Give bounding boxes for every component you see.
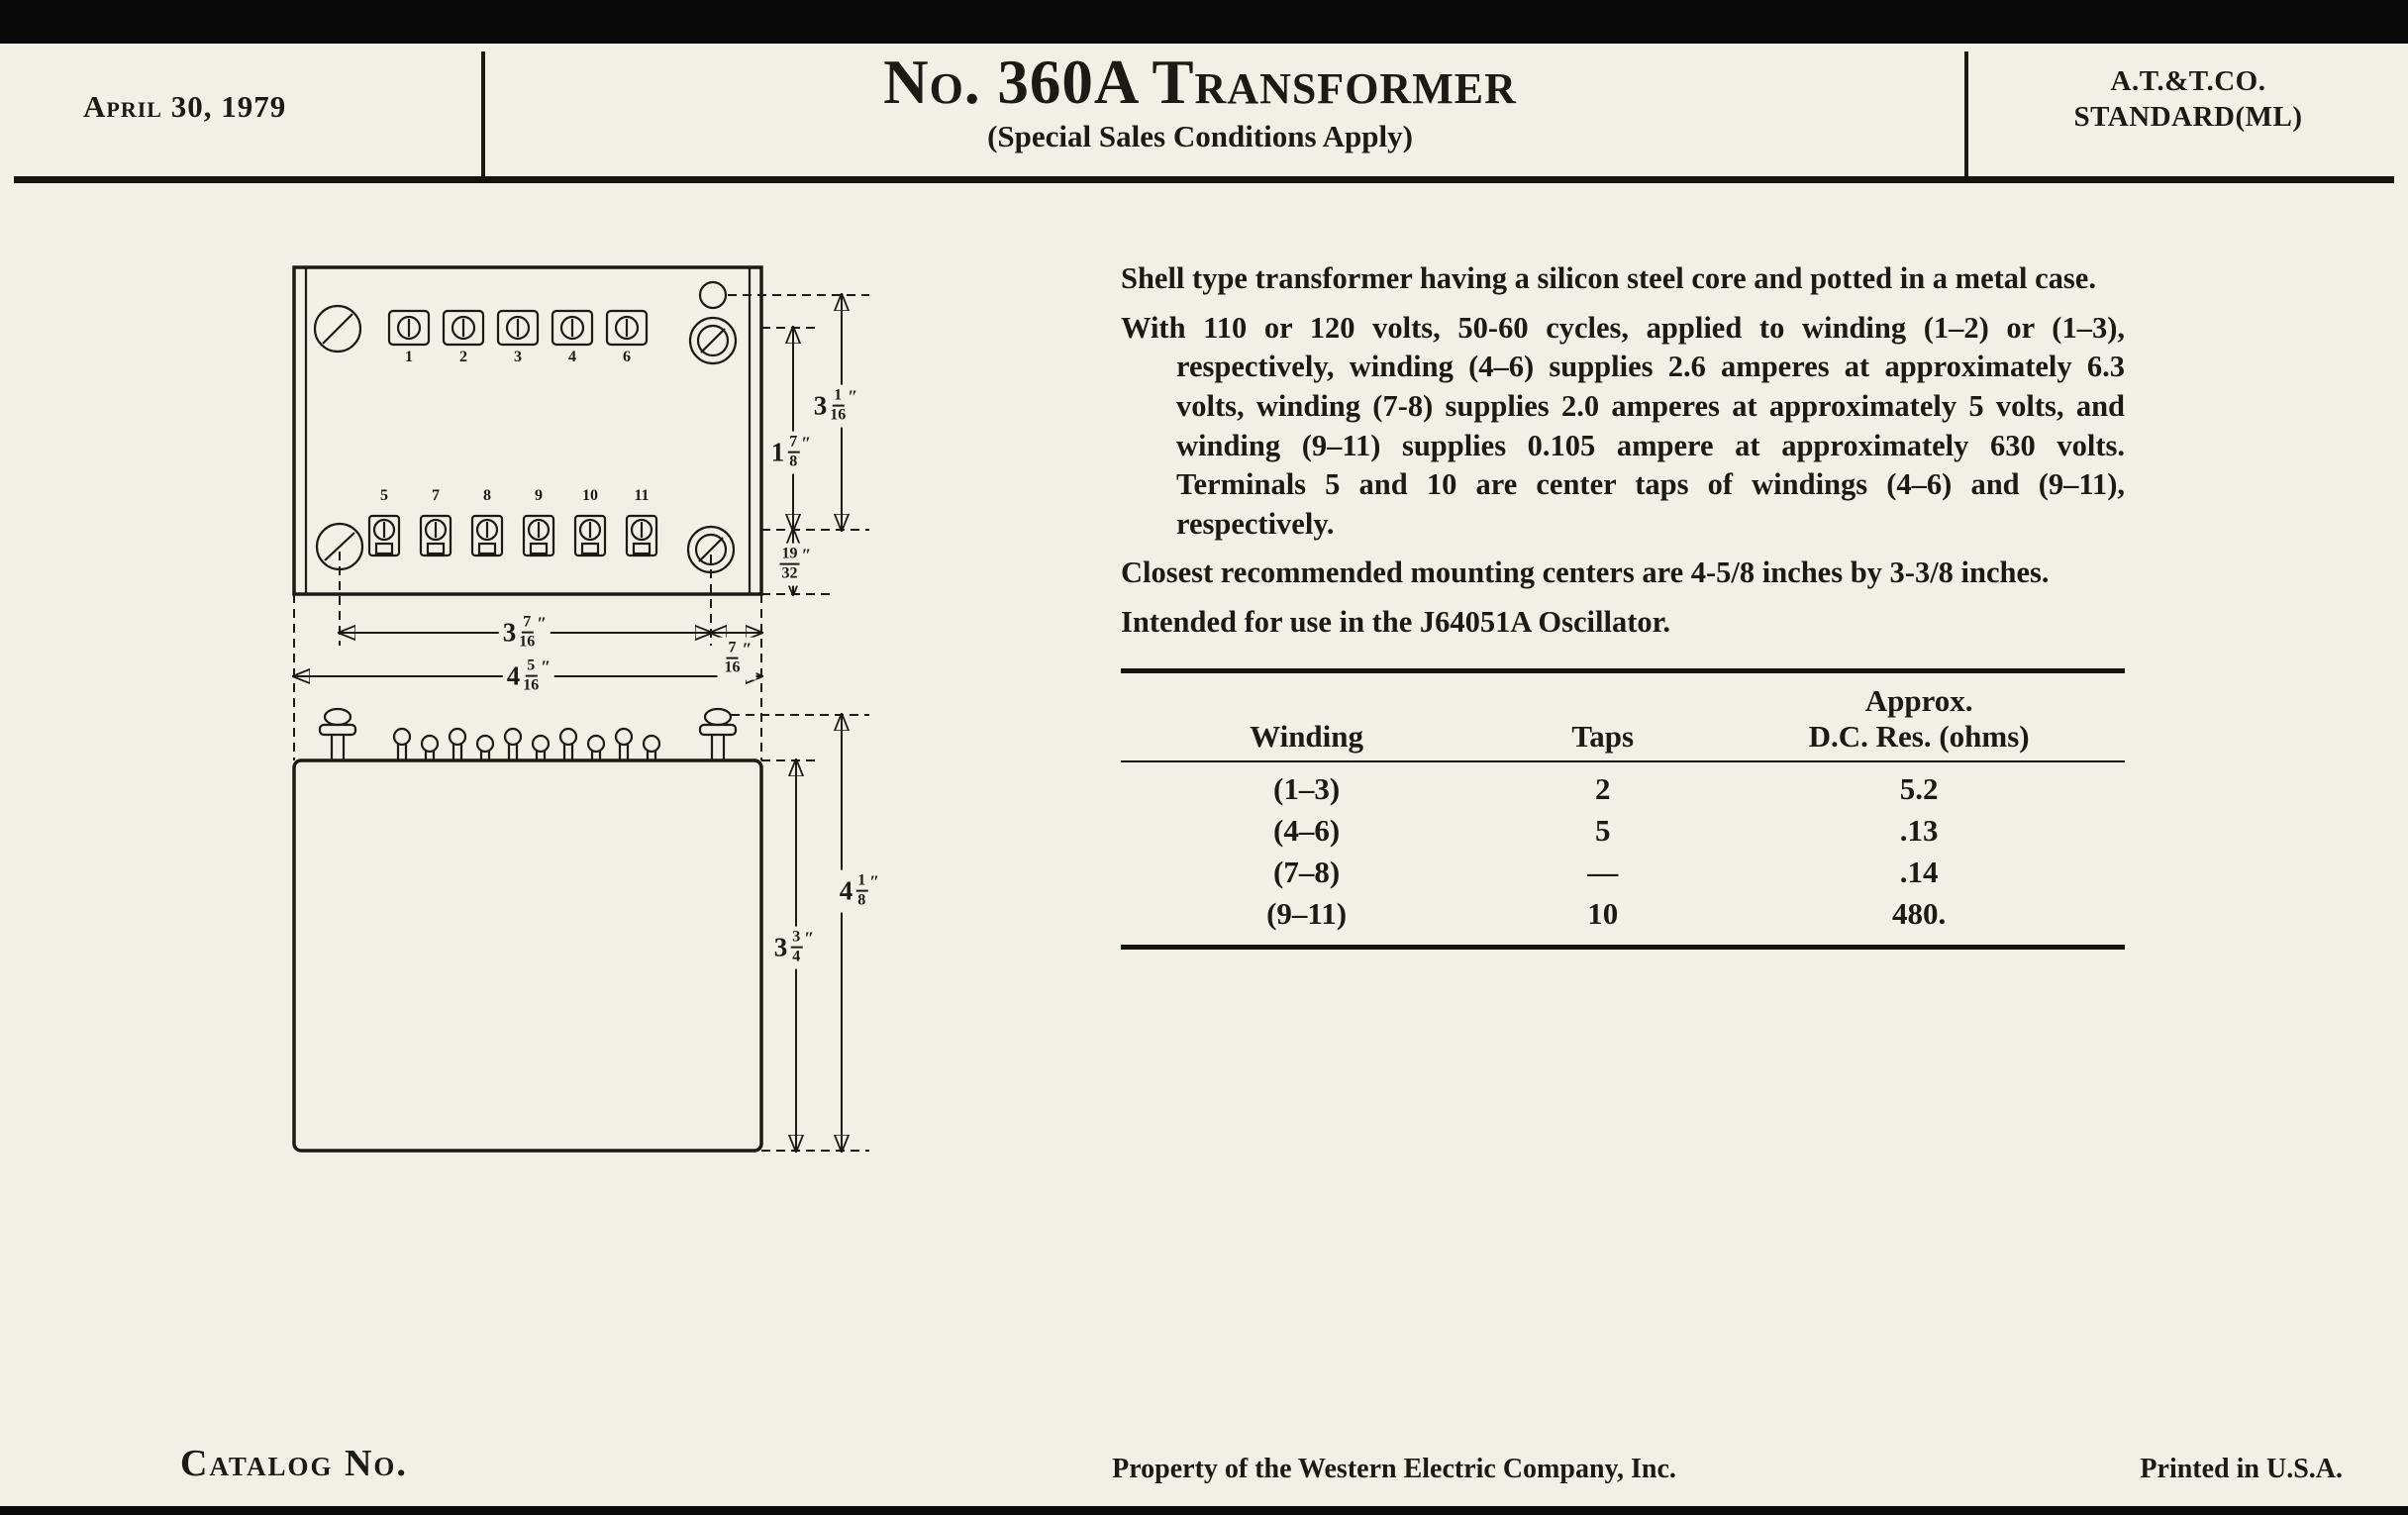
- cell-taps: —: [1587, 854, 1619, 889]
- dim-whole: 4: [839, 875, 853, 906]
- standard-classification: STANDARD(ML): [2073, 101, 2303, 134]
- cell-winding: (1–3): [1273, 770, 1341, 806]
- property-notice: Property of the Western Electric Company, Inc.: [1112, 1454, 1676, 1484]
- dim-denominator: 8: [857, 892, 866, 909]
- col-header-winding: Winding: [1250, 718, 1364, 754]
- cell-winding: (4–6): [1273, 812, 1341, 848]
- terminal-label: 11: [634, 487, 650, 504]
- terminal-label: 8: [483, 487, 491, 504]
- description-paragraph-2: With 110 or 120 volts, 50-60 cycles, applied to winding (1–2) or (1–3), respectively, winding (4–6) supplies 2.6 amperes at approximately 6.3 volts, winding (7-8) supplies 2.0 amperes at approximately 5 volts, and winding (9–11) supplies 0.105 ampere at approximately 630 volts. Terminals 5 and 10 are center taps of windings (4–6) and (9–11), respectively.: [1121, 310, 2125, 541]
- bottom-terminal-row: [369, 516, 656, 556]
- cell-winding: (7–8): [1273, 854, 1341, 889]
- description-column: [1121, 259, 2125, 950]
- title-block: [685, 50, 1715, 154]
- dim-denominator: 4: [792, 949, 801, 965]
- dim-numerator: 19: [780, 546, 800, 565]
- side-terminal-left: [320, 709, 355, 760]
- standard-company: A.T.&T.CO.: [2110, 65, 2266, 97]
- dim-fraction: [780, 546, 800, 584]
- dim-fraction: [855, 872, 867, 911]
- catalog-number-label: Catalog No.: [180, 1443, 408, 1484]
- page-title: No. 360A Transformer: [883, 48, 1517, 117]
- issue-date: April 30, 1979: [83, 89, 287, 124]
- mounting-screw-bottom-left: [317, 524, 362, 569]
- dim-denominator: 32: [781, 565, 798, 582]
- inch-mark: ″: [804, 929, 815, 949]
- cell-resistance: 480.: [1891, 895, 1947, 931]
- transformer-drawing: [275, 250, 929, 1210]
- inch-mark: ″: [801, 546, 812, 565]
- mounting-screw-bottom-right: [688, 527, 734, 572]
- dim-numerator: 7: [787, 434, 799, 454]
- dim-numerator: 7: [727, 640, 739, 659]
- inch-mark: ″: [869, 872, 880, 892]
- side-terminal-right: [700, 709, 736, 760]
- dim-whole: 3: [813, 390, 828, 421]
- terminal-label: 6: [623, 349, 631, 365]
- terminal-label: 7: [432, 487, 440, 504]
- inch-mark: ″: [801, 434, 812, 454]
- dim-label-3-7-16: [499, 612, 551, 655]
- winding-spec-table: [1121, 668, 2125, 950]
- standard-stamp: [1980, 63, 2396, 136]
- dim-numerator: 1: [832, 387, 844, 407]
- terminal-label: 9: [535, 487, 543, 504]
- cell-winding: (9–11): [1266, 895, 1348, 931]
- col-header-taps: Taps: [1571, 718, 1635, 754]
- dim-fraction: [830, 387, 846, 426]
- mounting-screw-top-left: [315, 306, 360, 352]
- dim-fraction: [790, 929, 802, 967]
- header-divider-left: [481, 51, 485, 176]
- col-header-resistance: [1713, 683, 2125, 755]
- side-terminal-cluster: [394, 729, 659, 760]
- dim-denominator: 8: [789, 454, 798, 470]
- dim-fraction: [519, 614, 535, 653]
- description-paragraph-3: Closest recommended mounting centers are 4-5/8 inches by 3-3/8 inches.: [1121, 556, 2050, 590]
- table-rule-bottom: [1121, 945, 2125, 950]
- dim-label-1-7-8: [767, 432, 815, 474]
- dim-label-3-3-4: [770, 927, 818, 969]
- dim-denominator: 16: [523, 677, 540, 694]
- dim-numerator: 5: [525, 657, 537, 677]
- scan-bottom-black-bar: [0, 1506, 2408, 1515]
- dim-numerator: 3: [790, 929, 802, 949]
- header-divider-right: [1964, 51, 1968, 176]
- dim-denominator: 16: [724, 659, 741, 676]
- dim-denominator: 16: [519, 634, 536, 651]
- col-header-resistance-line2: D.C. Res. (ohms): [1808, 718, 2030, 754]
- dim-fraction: [787, 434, 799, 472]
- dim-numerator: 7: [521, 614, 533, 634]
- dim-whole: 3: [502, 617, 517, 648]
- dim-denominator: 16: [830, 407, 847, 424]
- table-body: [1121, 762, 2125, 945]
- terminal-label: 3: [514, 349, 522, 365]
- inch-mark: ″: [537, 614, 548, 634]
- dim-label-3-1-16: [810, 385, 861, 428]
- dim-numerator: 1: [855, 872, 867, 892]
- side-view-case: [294, 709, 761, 1151]
- dim-label-4-5-16: [503, 656, 554, 698]
- inch-mark: ″: [541, 657, 552, 677]
- dim-whole: 4: [506, 660, 521, 691]
- cell-resistance: .14: [1899, 854, 1939, 889]
- terminal-label: 2: [459, 349, 467, 365]
- dimension-lines: [294, 295, 869, 1151]
- table-row: [1121, 852, 2125, 893]
- terminal-label: 5: [380, 487, 388, 504]
- cell-resistance: 5.2: [1899, 770, 1939, 806]
- top-view-plate: [294, 267, 761, 594]
- cell-resistance: .13: [1899, 812, 1939, 848]
- dim-label-19-32: [773, 544, 816, 586]
- scan-top-black-bar: [0, 0, 2408, 44]
- top-terminal-row: [389, 311, 647, 345]
- table-row: [1121, 768, 2125, 810]
- inch-mark: ″: [742, 640, 752, 659]
- dim-whole: 3: [773, 932, 788, 962]
- terminal-label: 1: [405, 349, 413, 365]
- cell-taps: 10: [1587, 895, 1619, 931]
- terminal-label: 4: [568, 349, 576, 365]
- cell-taps: 2: [1594, 770, 1611, 806]
- header-rule: [14, 176, 2394, 183]
- printed-in-usa-label: Printed in U.S.A.: [2140, 1454, 2343, 1484]
- col-header-resistance-line1: Approx.: [1864, 682, 1973, 718]
- dim-label-4-1-8: [836, 870, 883, 913]
- dim-fraction: [725, 640, 741, 678]
- dim-label-7-16: [718, 638, 756, 680]
- dim-whole: 1: [770, 437, 785, 467]
- description-paragraph-4: Intended for use in the J64051A Oscillator.: [1121, 605, 1670, 640]
- dim-fraction: [523, 657, 539, 696]
- table-row: [1121, 893, 2125, 935]
- page-subtitle: (Special Sales Conditions Apply): [987, 119, 1413, 154]
- cell-taps: 5: [1594, 812, 1611, 848]
- description-paragraph-1: Shell type transformer having a silicon steel core and potted in a metal case.: [1121, 261, 2096, 295]
- terminal-label: 10: [582, 487, 598, 504]
- table-row: [1121, 810, 2125, 852]
- table-header-row: [1121, 673, 2125, 760]
- inch-mark: ″: [848, 387, 858, 407]
